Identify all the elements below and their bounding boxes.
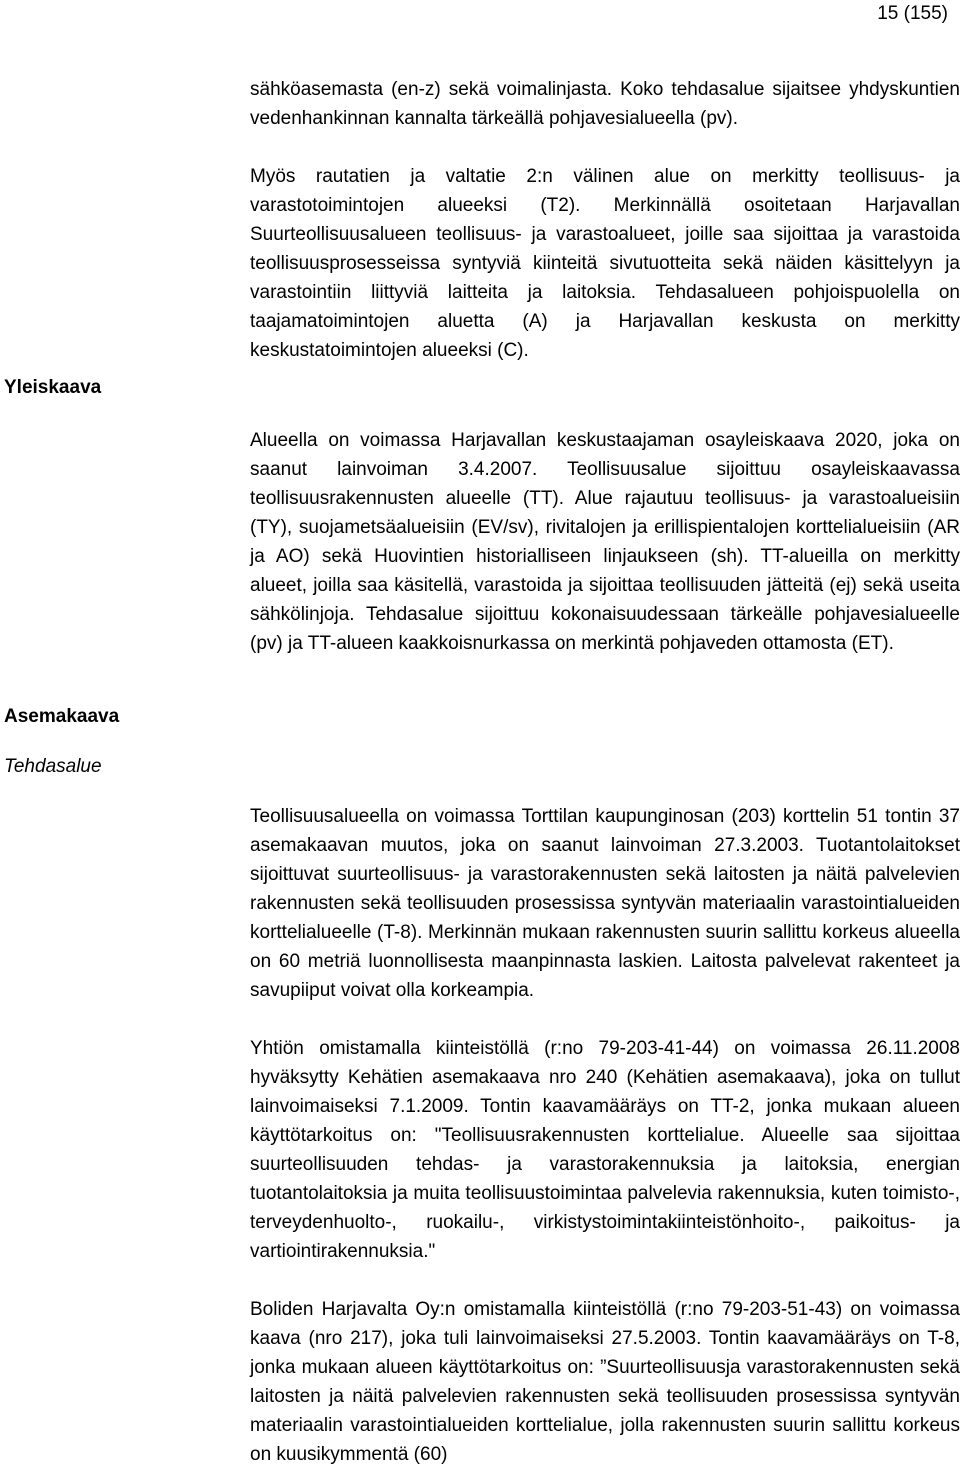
yleiskaava-paragraph-1: Alueella on voimassa Harjavallan keskustaajaman osayleiskaava 2020, joka on saanut lainvoiman 3.4.2007. Teollisuusalue sijoittuu osayleiskaavassa teollisuusrakennusten alueelle (TT). Alue rajautuu teollisuus- ja varastoalueisiin (TY), suojametsäalueisiin (EV/sv), rivitalojen ja erillispientalojen korttelialueisiin (AR ja AO) sekä Huovintien historialliseen linjaukseen (sh). TT-alueilla on merkitty alueet, joilla saa käsitellä, varastoida ja sijoittaa teollisuuden jätteitä (ej) sekä useita sähkölinjoja. Tehdasalue sijoittuu kokonaisuudessaan tärkeälle pohjavesialueelle (pv) ja TT-alueen kaakkoisnurkassa on merkintä pohjaveden ottamosta (ET).: [250, 430, 960, 654]
intro-paragraph-1: sähköasemasta (en-z) sekä voimalinjasta. Koko tehdasalue sijaitsee yhdyskuntien vedenhankinnan kannalta tärkeällä pohjavesialueella (pv).: [250, 79, 960, 129]
page-number: 15 (155): [877, 3, 948, 24]
section-heading-yleiskaava: Yleiskaava: [4, 377, 102, 398]
asemakaava-section: [250, 802, 960, 1469]
yleiskaava-section: [250, 426, 960, 658]
subsection-heading-tehdasalue: Tehdasalue: [4, 756, 102, 777]
asemakaava-paragraph-2: Yhtiön omistamalla kiinteistöllä (r:no 79-203-41-44) on voimassa 26.11.2008 hyväksytty Kehätien asemakaava nro 240 (Kehätien asemakaava), joka on tullut lainvoimaiseksi 7.1.2009. Tontin kaavamääräys on TT-2, jonka mukaan alueen käyttötarkoitus on: "Teollisuusrakennusten korttelialue. Alueelle saa sijoittaa suurteollisuuden tehdas- ja varastorakennuksia ja laitoksia, energian tuotantolaitoksia ja muita teollisuustoimintaa palvelevia rakennuksia, kuten toimisto-, terveydenhuolto-, ruokailu-, virkistystoimintakiinteistönhoito-, paikoitus- ja vartiointirakennuksia.": [250, 1038, 960, 1262]
section-heading-asemakaava: Asemakaava: [4, 706, 120, 727]
asemakaava-paragraph-1: Teollisuusalueella on voimassa Torttilan kaupunginosan (203) korttelin 51 tontin 37 asemakaavan muutos, joka on saanut lainvoiman 27.3.2003. Tuotantolaitokset sijoittuvat suurteollisuus- ja varastorakennusten sekä laitosten ja näitä palvelevien rakennusten sekä teollisuuden prosessissa syntyvän materiaalin varastointialueiden korttelialueelle (T-8). Merkinnän mukaan rakennusten suurin sallittu korkeus alueella on 60 metriä luonnollisesta maanpinnasta laskien. Laitosta palvelevat rakenteet ja savupiiput voivat olla korkeampia.: [250, 806, 960, 1001]
asemakaava-paragraph-3: Boliden Harjavalta Oy:n omistamalla kiinteistöllä (r:no 79-203-51-43) on voimassa kaava (nro 217), joka tuli lainvoimaiseksi 27.5.2003. Tontin kaavamääräys on T-8, jonka mukaan alueen käyttötarkoitus on: ”Suurteollisuusja varastorakennusten sekä laitosten ja näitä palvelevien rakennusten sekä teollisuuden prosessissa syntyvän materiaalin varastointialueiden korttelialue, jolla rakennusten suurin sallittu korkeus on kuusikymmentä (60): [250, 1299, 960, 1465]
intro-section: [250, 75, 960, 365]
intro-paragraph-2: Myös rautatien ja valtatie 2:n välinen alue on merkitty teollisuus- ja varastotoimintojen alueeksi (T2). Merkinnällä osoitetaan Harjavallan Suurteollisuusalueen teollisuus- ja varastoalueet, joille saa sijoittaa ja varastoida teollisuusprosesseissa syntyviä kiinteitä sivutuotteita sekä näiden käsittelyyn ja varastointiin liittyviä laitteita ja laitoksia. Tehdasalueen pohjoispuolella on taajamatoimintojen aluetta (A) ja Harjavallan keskusta on merkitty keskustatoimintojen alueeksi (C).: [250, 166, 960, 361]
